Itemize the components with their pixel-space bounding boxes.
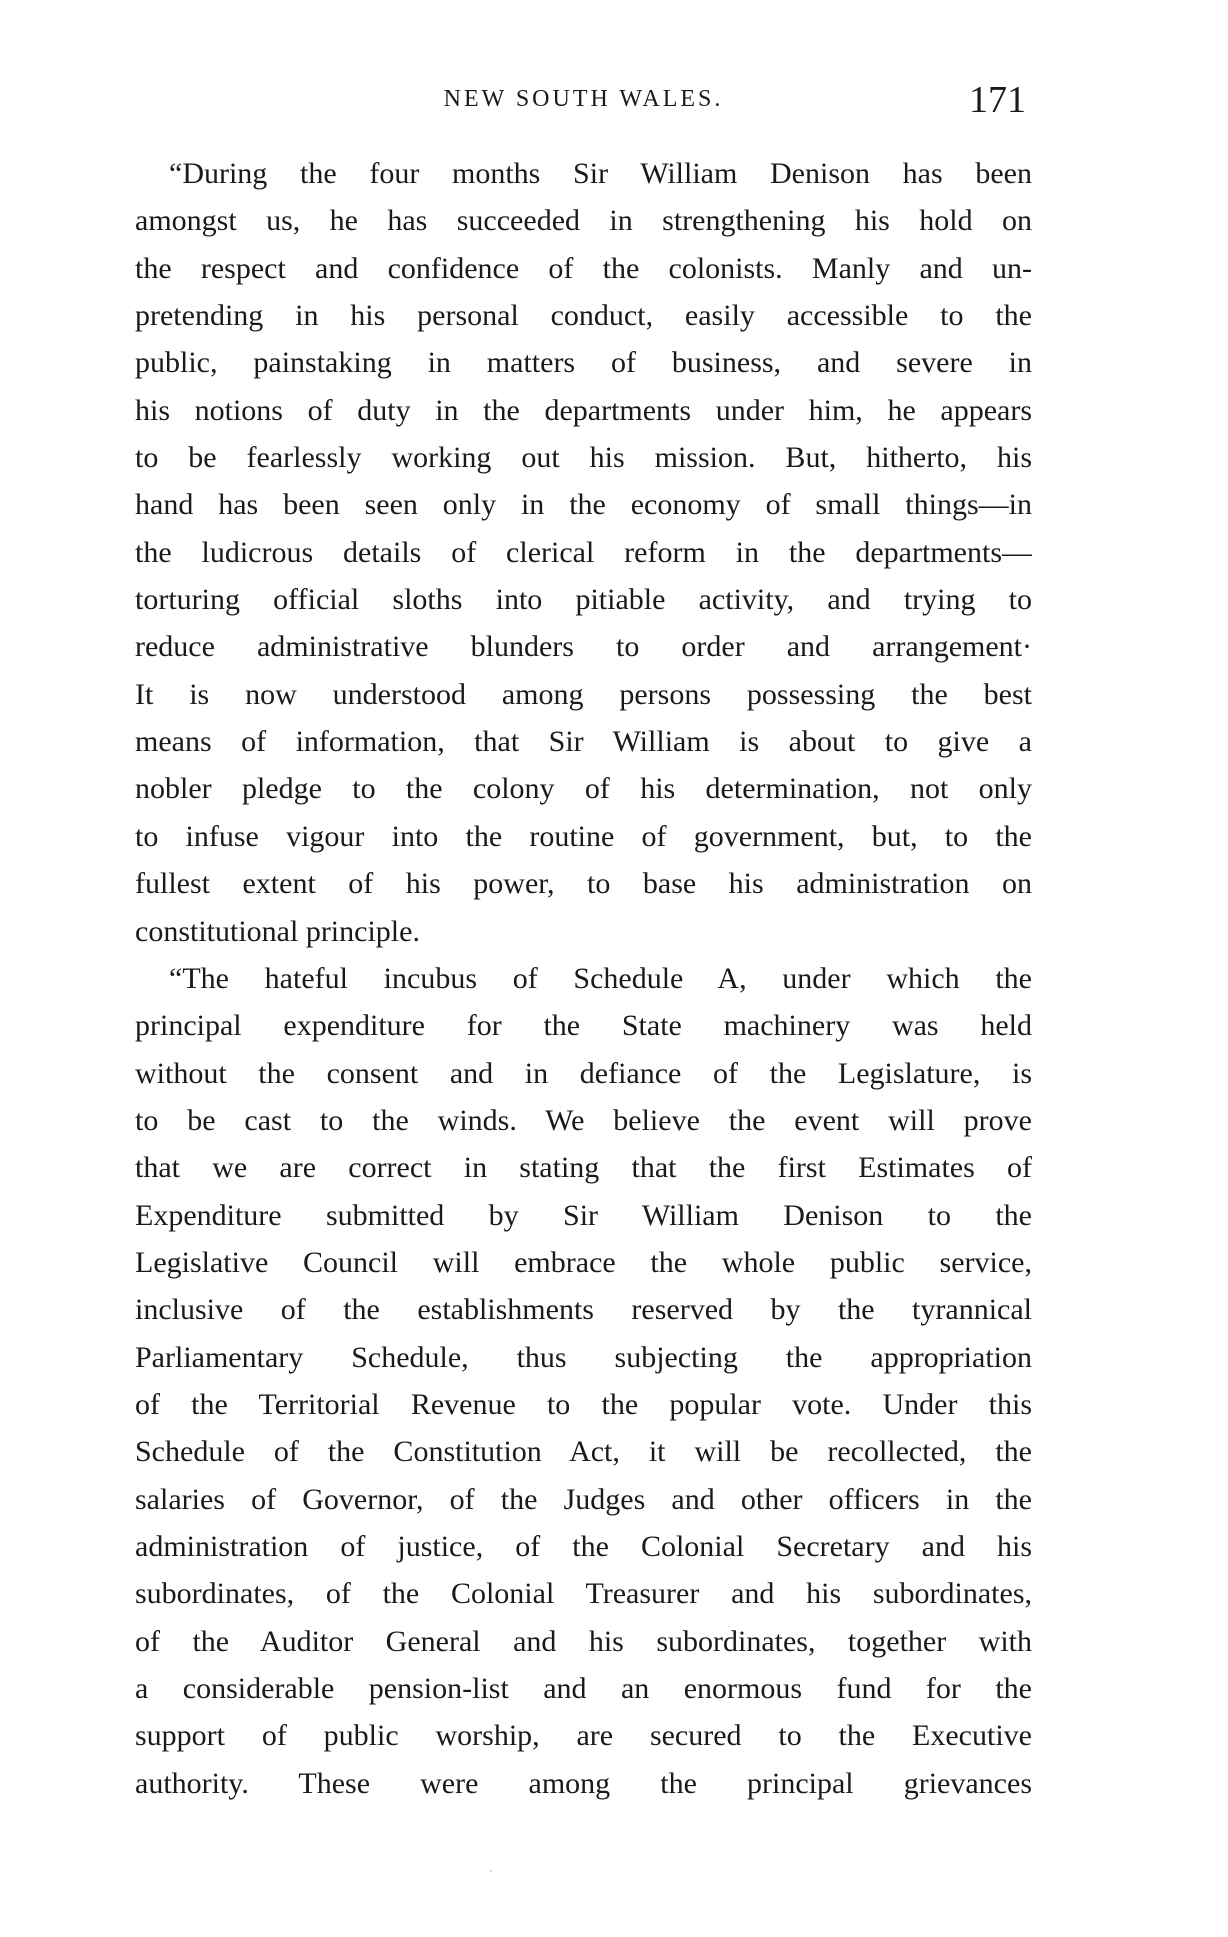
text-line: public, painstaking in matters of business, and severe in	[135, 346, 1032, 380]
text-line: to be cast to the winds. We believe the event will prove	[135, 1103, 1032, 1137]
text-line: It is now understood among persons possessing the best	[135, 677, 1032, 711]
text-line: his notions of duty in the departments under him, he appears	[135, 393, 1032, 427]
text-line: fullest extent of his power, to base his administration on	[135, 867, 1032, 901]
text-line: without the consent and in defiance of the Legislature, is	[135, 1056, 1032, 1090]
text-line: torturing official sloths into pitiable activity, and trying to	[135, 583, 1032, 617]
text-line: “The hateful incubus of Schedule A, under which the	[169, 961, 1032, 995]
text-line: principal expenditure for the State machinery was held	[135, 1009, 1032, 1043]
text-line: amongst us, he has succeeded in strengthening his hold on	[135, 204, 1032, 238]
text-line: of the Territorial Revenue to the popular vote. Under this	[135, 1387, 1032, 1421]
text-line: of the Auditor General and his subordinates, together with	[135, 1624, 1032, 1658]
running-head	[135, 78, 1032, 128]
page-number: 171	[969, 79, 1026, 121]
text-line: “During the four months Sir William Denison has been	[169, 157, 1032, 190]
paragraph-1	[135, 150, 1032, 955]
text-line: support of public worship, are secured to the Executive	[135, 1719, 1032, 1753]
text-line: to infuse vigour into the routine of government, but, to the	[135, 819, 1032, 853]
text-line: nobler pledge to the colony of his determination, not only	[135, 772, 1032, 806]
body-text	[135, 150, 1032, 1807]
text-line: to be fearlessly working out his mission. But, hitherto, his	[135, 441, 1032, 475]
text-line: pretending in his personal conduct, easily accessible to the	[135, 299, 1032, 333]
text-line: subordinates, of the Colonial Treasurer and his subordinates,	[135, 1577, 1032, 1611]
text-line: the ludicrous details of clerical reform in the departments—	[135, 535, 1032, 569]
text-line: that we are correct in stating that the first Estimates of	[135, 1151, 1032, 1185]
text-line: Legislative Council will embrace the whole public service,	[135, 1245, 1032, 1279]
paper-speck	[490, 1870, 492, 1872]
text-line: constitutional principle.	[135, 914, 420, 948]
text-line: reduce administrative blunders to order and arrangement·	[135, 630, 1032, 664]
text-line: authority. These were among the principal grievances	[135, 1766, 1032, 1800]
text-line: salaries of Governor, of the Judges and other officers in the	[135, 1482, 1032, 1516]
text-line: Expenditure submitted by Sir William Denison to the	[135, 1198, 1032, 1232]
text-line: means of information, that Sir William is about to give a	[135, 725, 1032, 759]
paragraph-2	[135, 955, 1032, 1807]
text-line: a considerable pension-list and an enormous fund for the	[135, 1672, 1032, 1705]
running-title: NEW SOUTH WALES.	[443, 86, 724, 112]
text-line: Schedule of the Constitution Act, it will be recollected, the	[135, 1435, 1032, 1469]
text-line: Parliamentary Schedule, thus subjecting the appropriation	[135, 1340, 1032, 1374]
text-line: inclusive of the establishments reserved by the tyrannical	[135, 1293, 1032, 1327]
text-line: administration of justice, of the Colonial Secretary and his	[135, 1529, 1032, 1563]
text-line: the respect and confidence of the colonists. Manly and un-	[135, 251, 1032, 285]
text-line: hand has been seen only in the economy of small things—in	[135, 488, 1032, 522]
